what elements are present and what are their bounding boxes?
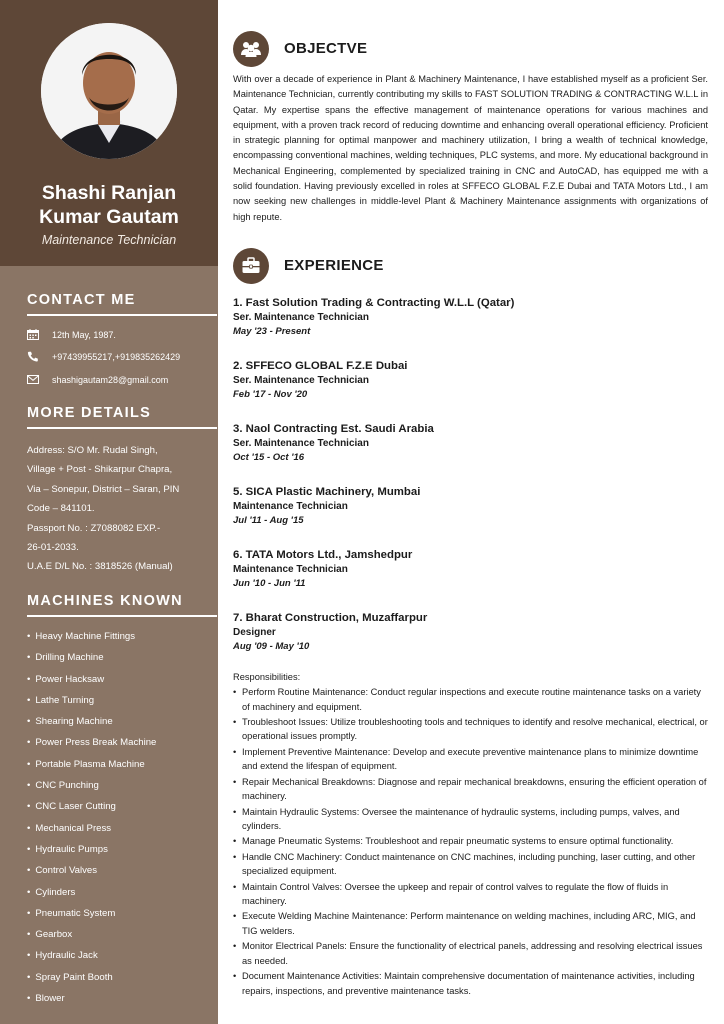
responsibility-item: • Troubleshoot Issues: Utilize troubleshooting tools and techniques to identify and resolve mechanical, electrical, or operational issues promptly. — [233, 715, 708, 744]
machine-item: • Power Hacksaw — [27, 669, 212, 690]
details-line: Address: S/O Mr. Rudal Singh, — [27, 445, 158, 456]
details-line: 26-01-2033. — [27, 542, 79, 554]
machine-item: • Blower — [27, 988, 212, 1009]
details-line: Passport No. : Z7088082 EXP.- — [27, 522, 161, 534]
profile-photo — [41, 23, 177, 159]
machine-item: • Spray Paint Booth — [27, 967, 212, 988]
job-title: Designer — [233, 627, 276, 638]
briefcase-icon — [233, 248, 269, 284]
details-line: Code – 841101. — [27, 503, 95, 515]
responsibility-item: • Execute Welding Machine Maintenance: Perform maintenance on welding machines, including ARC, MIG, and TIG welders. — [233, 909, 708, 938]
machines-divider — [27, 615, 217, 617]
machines-list — [27, 626, 212, 1009]
machine-item: • Lathe Turning — [27, 690, 212, 711]
job-entry — [233, 610, 708, 654]
job-date: May '23 - Present — [233, 326, 311, 337]
responsibility-item: • Handle CNC Machinery: Conduct maintenance on CNC machines, including punching, laser cutting, and other specialized equipment. — [233, 850, 708, 879]
machine-item: • Portable Plasma Machine — [27, 754, 212, 775]
details-divider — [27, 427, 217, 429]
envelope-icon — [27, 374, 43, 386]
job-company: 2. SFFECO GLOBAL F.Z.E Dubai — [233, 360, 408, 372]
details-heading: MORE DETAILS — [27, 405, 152, 421]
machine-item: • Cylinders — [27, 882, 212, 903]
responsibilities-heading: Responsibilities: — [233, 672, 301, 682]
machine-item: • Heavy Machine Fittings — [27, 626, 212, 647]
machine-item: • Control Valves — [27, 860, 212, 881]
job-entry — [233, 484, 708, 528]
job-title: Ser. Maintenance Technician — [233, 438, 369, 449]
machine-item: • Pneumatic System — [27, 903, 212, 924]
machines-heading: MACHINES KNOWN — [27, 593, 183, 609]
phone-text[interactable]: +97439955217,+919835262429 — [52, 352, 181, 362]
details-list — [27, 441, 207, 577]
job-title: Maintenance Technician — [233, 564, 348, 575]
machine-item: • Hydraulic Jack — [27, 945, 212, 966]
job-title: Ser. Maintenance Technician — [233, 375, 369, 386]
job-date: Oct '15 - Oct '16 — [233, 452, 305, 463]
contact-phone[interactable] — [27, 351, 217, 363]
contact-heading: CONTACT ME — [27, 292, 136, 308]
job-entry — [233, 358, 708, 402]
job-entry — [233, 295, 708, 339]
profile-name — [0, 181, 218, 229]
job-title: Maintenance Technician — [233, 501, 348, 512]
email-link[interactable]: shashigautam28@gmail.com — [52, 375, 169, 385]
responsibility-item: • Implement Preventive Maintenance: Develop and execute preventive maintenance plans to minimize downtime and extend the lifespan of equipment. — [233, 745, 708, 774]
machine-item: • Gearbox — [27, 924, 212, 945]
details-line: U.A.E D/L No. : 3818526 (Manual) — [27, 561, 173, 573]
name-line-2: Kumar Gautam — [39, 206, 179, 228]
objective-text: With over a decade of experience in Plant & Machinery Maintenance, I have established myself as a proficient Ser. Maintenance Technician, currently contributing my skills to FAST SOLUTION TRADING & CONTRACTING W.L.L in Qatar. My expertise spans the effective management of maintenance operations for various machines and equipment, with a proven track record of reducing downtime and enhancing overall operational efficiency. Proficient in strategic planning for optimal manpower and machinery utilization, I bring a wealth of technical knowledge, encompassing conventional machines, welding techniques, PLC systems, and more. My educational background in Mechanical Engineering, complemented by specialized training in CNC and AutoCAD, has equipped me with a solid foundation. Having previously excelled in roles at SFFECO GLOBAL F.Z.E Dubai and TATA Motors Ltd., I am now seeking new challenges in middle-level Plant & Machinery Maintenance assignments with organizations of high repute. — [233, 74, 708, 222]
job-date: Feb '17 - Nov '20 — [233, 389, 308, 400]
details-line: Via – Sonepur, District – Saran, PIN — [27, 483, 180, 495]
responsibility-item: • Manage Pneumatic Systems: Troubleshoot and repair pneumatic systems to ensure optimal functionality. — [233, 834, 708, 849]
details-line: Village + Post - Shikarpur Chapra, — [27, 464, 173, 476]
contact-email[interactable] — [27, 374, 217, 386]
objective-heading: OBJECTVE — [284, 40, 368, 57]
job-company: 1. Fast Solution Trading & Contracting W.L.L (Qatar) — [233, 297, 515, 309]
sidebar — [0, 0, 218, 1024]
contact-dob — [27, 329, 217, 341]
machine-item: • Drilling Machine — [27, 647, 212, 668]
job-company: 3. Naol Contracting Est. Saudi Arabia — [233, 423, 434, 435]
dob-text: 12th May, 1987. — [52, 330, 116, 340]
machine-item: • Hydraulic Pumps — [27, 839, 212, 860]
job-date: Aug '09 - May '10 — [233, 641, 310, 652]
responsibility-item: • Maintain Control Valves: Oversee the upkeep and repair of control valves to regulate the flow of fluids in machinery. — [233, 880, 708, 909]
job-company: 6. TATA Motors Ltd., Jamshedpur — [233, 549, 413, 561]
job-title: Ser. Maintenance Technician — [233, 312, 369, 323]
responsibility-item: • Repair Mechanical Breakdowns: Diagnose and repair mechanical breakdowns, ensuring the efficient operation of machinery. — [233, 775, 708, 804]
responsibility-item: • Perform Routine Maintenance: Conduct regular inspections and execute routine maintenance tasks on a variety of machinery and equipment. — [233, 685, 708, 714]
contact-divider — [27, 314, 217, 316]
responsibilities-list — [233, 685, 708, 999]
people-icon — [233, 31, 269, 67]
job-company: 7. Bharat Construction, Muzaffarpur — [233, 612, 428, 624]
responsibility-item: • Monitor Electrical Panels: Ensure the functionality of electrical panels, addressing and resolving electrical issues as needed. — [233, 939, 708, 968]
machine-item: • CNC Laser Cutting — [27, 796, 212, 817]
job-company: 5. SICA Plastic Machinery, Mumbai — [233, 486, 421, 498]
job-entry — [233, 547, 708, 591]
name-line-1: Shashi Ranjan — [41, 182, 177, 204]
job-entry — [233, 421, 708, 465]
machine-item: • Power Press Break Machine — [27, 732, 212, 753]
machine-item: • Mechanical Press — [27, 818, 212, 839]
job-date: Jun '10 - Jun '11 — [233, 578, 306, 589]
responsibility-item: • Maintain Hydraulic Systems: Oversee the maintenance of hydraulic systems, including pumps, valves, and cylinders. — [233, 805, 708, 834]
calendar-icon — [27, 329, 43, 341]
job-date: Jul '11 - Aug '15 — [233, 515, 304, 526]
experience-heading: EXPERIENCE — [284, 257, 384, 274]
responsibility-item: • Document Maintenance Activities: Maintain comprehensive documentation of maintenance activities, including repairs, inspections, and preventive maintenance tasks. — [233, 969, 708, 998]
machine-item: • Shearing Machine — [27, 711, 212, 732]
phone-icon — [27, 351, 43, 363]
profile-role: Maintenance Technician — [41, 233, 177, 247]
profile-header — [0, 0, 218, 266]
machine-item: • CNC Punching — [27, 775, 212, 796]
